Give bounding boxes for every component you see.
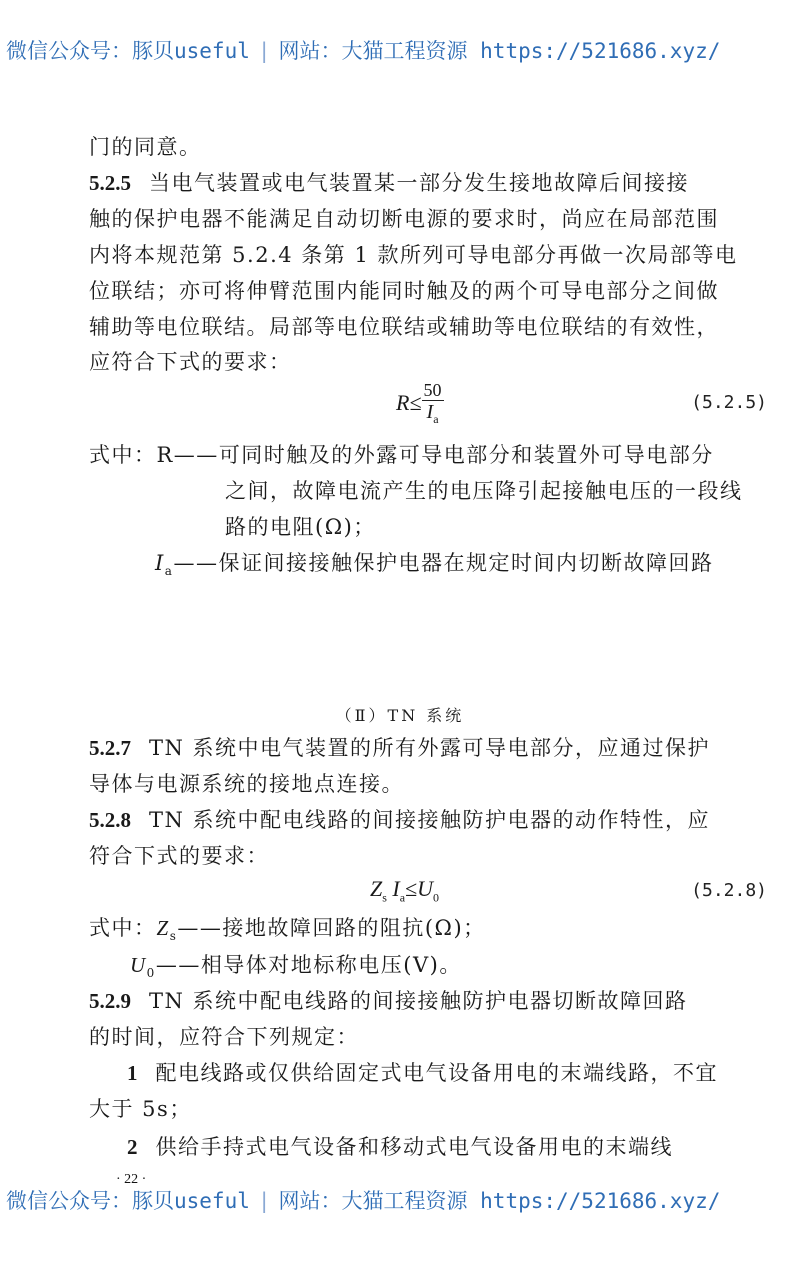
symbol-U: U (130, 953, 147, 977)
denominator: $I_a$ (426, 401, 439, 426)
list-item-1 (127, 1058, 770, 1088)
text-line: 辅助等电位联结。局部等电位联结或辅助等电位联结的有效性， (89, 315, 719, 339)
section-heading: （Ⅱ）TN 系统 (335, 706, 465, 725)
text-line: 内将本规范第 5.2.4 条第 1 款所列可导电部分再做一次局部等电 (89, 243, 738, 267)
clause-number: 5.2.9 (89, 989, 131, 1013)
subscript: a (164, 564, 174, 579)
clause-5-2-7-line (89, 733, 769, 763)
text-line: 位联结；亦可将伸臂范围内能同时触及的两个可导电部分之间做 (89, 279, 719, 303)
watermark-bottom (6, 1185, 720, 1215)
clause-text: 当电气装置或电气装置某一部分发生接地故障后间接接 (149, 171, 689, 195)
clause-text: TN 系统中配电线路的间接接触防护电器切断故障回路 (149, 989, 688, 1013)
text-line: 导体与电源系统的接地点连接。 (89, 772, 404, 796)
equation-number: (5.2.8) (691, 880, 767, 901)
numerator: 50 (423, 380, 442, 400)
subscript: s (169, 929, 178, 944)
where-U0-line (130, 950, 770, 988)
text-line: 的时间，应符合下列规定： (89, 1025, 359, 1049)
watermark-top (6, 35, 720, 65)
page-number: · 22 · (116, 1172, 147, 1187)
item-text: 供给手持式电气设备和移动式电气设备用电的末端线 (155, 1135, 673, 1159)
where-R-line (89, 440, 769, 470)
watermark-site: 网站：大猫工程资源 https://521686.xyz/ (278, 39, 721, 63)
clause-text: TN 系统中配电线路的间接接触防护电器的动作特性，应 (149, 808, 711, 832)
definition-text: ——接地故障回路的阻抗(Ω)； (177, 916, 486, 940)
clause-5-2-8-line (89, 805, 769, 835)
where-prefix: 式中： (89, 916, 157, 940)
item-number: 2 (127, 1135, 138, 1159)
where-Zs-line (89, 913, 769, 951)
fraction (422, 380, 444, 430)
text-line: 触的保护电器不能满足自动切断电源的要求时，尚应在局部范围 (89, 207, 719, 231)
definition-text: ——相导体对地标称电压(V)。 (155, 953, 462, 977)
watermark-site: 网站：大猫工程资源 https://521686.xyz/ (278, 1189, 721, 1213)
list-item-2 (127, 1132, 770, 1162)
text-line: 符合下式的要求： (89, 844, 269, 868)
where-prefix: 式中：R—— (89, 443, 219, 467)
subscript: 0 (146, 966, 156, 981)
watermark-separator: | (257, 39, 271, 63)
watermark-separator: | (257, 1189, 271, 1213)
clause-5-2-9-line (89, 986, 769, 1016)
definition-text: 可同时触及的外露可导电部分和装置外可导电部分 (218, 443, 714, 467)
where-Ia-line (155, 548, 770, 586)
definition-text: 保证间接接触保护电器在规定时间内切断故障回路 (218, 551, 714, 575)
clause-number: 5.2.7 (89, 736, 131, 760)
item-number: 1 (127, 1061, 138, 1085)
formula-lhs: R≤ (396, 390, 422, 416)
equation-number: (5.2.5) (691, 392, 767, 413)
text-line: 应符合下式的要求： (89, 350, 292, 374)
clause-5-2-5-line (89, 168, 769, 198)
clause-number: 5.2.8 (89, 808, 131, 832)
item-text: 配电线路或仅供给固定式电气设备用电的末端线路，不宜 (155, 1061, 718, 1085)
clause-text: TN 系统中电气装置的所有外露可导电部分，应通过保护 (149, 736, 711, 760)
text-line: 路的电阻(Ω)； (225, 515, 376, 539)
formula-5-2-5 (396, 380, 444, 430)
watermark-wechat: 微信公众号：豚贝useful (6, 39, 250, 63)
symbol-Z: Z (156, 916, 170, 940)
formula-5-2-8: $Z_s$ $I_a\le U_0$ (370, 876, 440, 905)
clause-number: 5.2.5 (89, 171, 131, 195)
text-line: 大于 5s； (89, 1097, 192, 1121)
text-line: 门的同意。 (89, 135, 202, 159)
watermark-wechat: 微信公众号：豚贝useful (6, 1189, 250, 1213)
dash: —— (173, 551, 219, 575)
symbol-I: I (155, 551, 165, 575)
text-line: 之间，故障电流产生的电压降引起接触电压的一段线 (225, 479, 743, 503)
